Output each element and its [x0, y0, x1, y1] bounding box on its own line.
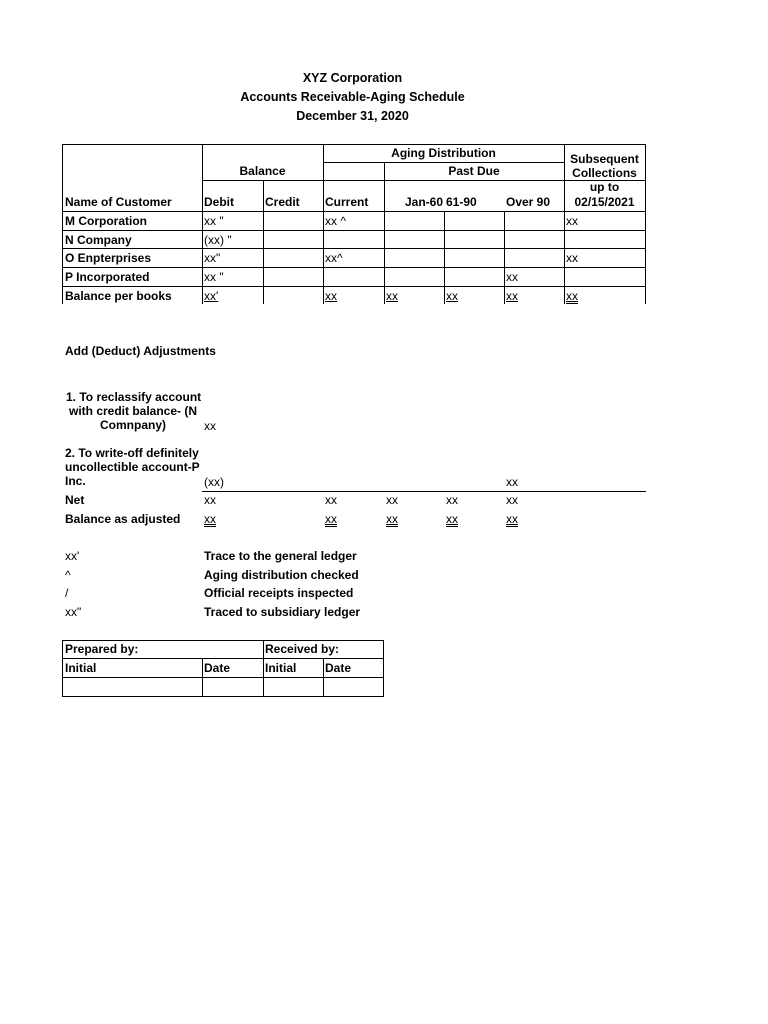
col-header-debit: Debit — [204, 195, 234, 209]
adjustment-2-over90: xx — [506, 475, 518, 489]
prepared-date-label: Date — [204, 661, 231, 675]
col-header-subsequent-4: 02/15/2021 — [574, 195, 635, 209]
legend-mark: ^ — [65, 568, 71, 582]
table-cell-current: xx^ — [325, 251, 343, 265]
adjustment-2-debit: (xx) — [204, 475, 224, 489]
net-jan60: xx — [386, 493, 398, 507]
net-label: Net — [65, 493, 85, 507]
table-cell-debit: xx " — [204, 214, 224, 228]
net-divider — [202, 491, 646, 492]
received-date-label: Date — [325, 661, 352, 675]
schedule-title: Accounts Receivable-Aging Schedule — [240, 90, 465, 104]
legend-text: Traced to subsidiary ledger — [204, 605, 361, 619]
table-cell-over90: xx — [506, 289, 518, 303]
col-header-over90: Over 90 — [506, 195, 551, 209]
col-header-current: Current — [325, 195, 369, 209]
legend-mark: / — [65, 586, 69, 600]
col-header-name: Name of Customer — [65, 195, 172, 209]
table-row-name: Balance per books — [65, 289, 172, 303]
table-cell-jan60: xx — [386, 289, 398, 303]
adjustments-heading: Add (Deduct) Adjustments — [65, 344, 216, 358]
table-row-name: N Company — [65, 233, 132, 247]
col-header-jan60: Jan-60 — [405, 195, 444, 209]
col-header-credit: Credit — [265, 195, 300, 209]
table-row-name: O Enpterprises — [65, 251, 152, 265]
net-current: xx — [325, 493, 337, 507]
table-cell-debit: (xx) " — [204, 233, 232, 247]
table-cell-subsequent: xx — [566, 251, 578, 265]
table-cell-debit: xx " — [204, 270, 224, 284]
adjustment-1-line2: with credit balance- (N — [68, 404, 198, 418]
adjusted-debit: xx — [204, 512, 216, 526]
col-header-subsequent-3: up to — [589, 180, 620, 194]
adjustment-2-line2: uncollectible account-P — [65, 460, 200, 474]
adjustment-2-line3: Inc. — [65, 474, 86, 488]
legend-text: Trace to the general ledger — [204, 549, 357, 563]
table-row-name: P Incorporated — [65, 270, 150, 284]
received-by-label: Received by: — [265, 642, 340, 656]
company-name: XYZ Corporation — [302, 71, 403, 85]
net-61-90: xx — [446, 493, 458, 507]
table-cell-debit: xx' — [204, 289, 219, 303]
prepared-by-label: Prepared by: — [65, 642, 139, 656]
adjustment-1-line3: Comnpany) — [100, 418, 166, 432]
col-header-aging: Aging Distribution — [391, 146, 496, 160]
net-debit: xx — [204, 493, 216, 507]
adjustment-1-debit: xx — [204, 419, 216, 433]
legend-text: Official receipts inspected — [204, 586, 354, 600]
table-cell-61-90: xx — [446, 289, 458, 303]
col-header-61-90: 61-90 — [446, 195, 477, 209]
adjustment-2-line1: 2. To write-off definitely — [65, 446, 199, 460]
legend-mark: xx' — [65, 549, 80, 563]
table-row-name: M Corporation — [65, 214, 147, 228]
table-cell-subsequent: xx — [566, 214, 578, 228]
schedule-date: December 31, 2020 — [296, 109, 409, 123]
table-cell-current: xx ^ — [325, 214, 346, 228]
net-over90: xx — [506, 493, 518, 507]
col-header-subsequent-2: Collections — [572, 166, 637, 180]
adjusted-label: Balance as adjusted — [65, 512, 181, 526]
table-cell-over90: xx — [506, 270, 518, 284]
adjustment-1-line1: 1. To reclassify account — [66, 390, 202, 404]
legend-text: Aging distribution checked — [204, 568, 359, 582]
adjusted-over90: xx — [506, 512, 518, 526]
table-cell-subsequent: xx — [566, 289, 578, 303]
table-cell-current: xx — [325, 289, 337, 303]
adjusted-current: xx — [325, 512, 337, 526]
adjusted-jan60: xx — [386, 512, 398, 526]
col-header-subsequent-1: Subsequent — [570, 152, 639, 166]
legend-mark: xx" — [65, 605, 82, 619]
received-initial-label: Initial — [265, 661, 297, 675]
col-header-balance: Balance — [239, 164, 286, 178]
adjusted-61-90: xx — [446, 512, 458, 526]
col-header-past-due: Past Due — [448, 164, 500, 178]
prepared-initial-label: Initial — [65, 661, 97, 675]
table-cell-debit: xx" — [204, 251, 221, 265]
